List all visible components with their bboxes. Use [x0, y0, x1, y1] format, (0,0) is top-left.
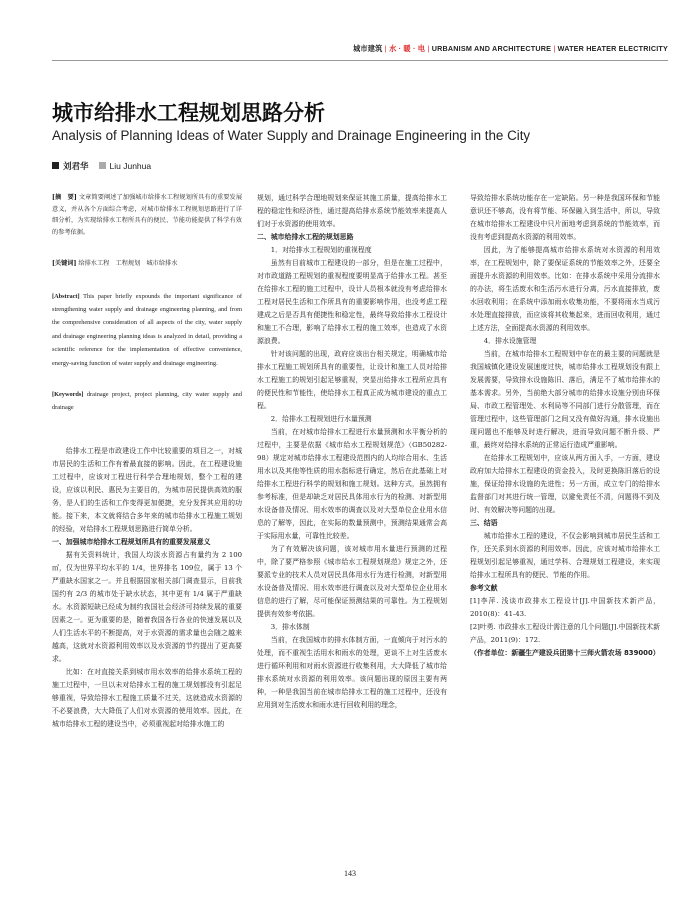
body-paragraph: 当前，在对城市给排水工程进行水量预测和水平衡分析的过程中，主要是依据《城市给水工程规划规范》（GB50282-98）规定对城市给排水工程建设范围内的人均综合用水、生活用水以及其他等性质的用水指标进行确定，然后在此基础上对给排水工程进行科学的规划和施工规划。这种方式，虽然拥有参考标准，但是却缺乏对居民具体用水行为的检测、对新型用水设备普及情况、用水效率的调查以及对大型单位企业用水信息的了解等，因此，在实际的数量预测中，预测结果通常会高于实际用水量，可靠性比较差。: [257, 428, 447, 540]
column-2: [257, 192, 447, 712]
reference-item: [1]李萍. 浅谈市政排水工程设计[J].中国新技术新产品，2010(8)：41-43.: [470, 597, 660, 618]
author-affiliation: （作者单位：新疆生产建设兵团第十三师火箭农场 839000）: [470, 649, 660, 657]
running-header: [353, 44, 668, 54]
body-paragraph: 虽然有目前城市工程建设的一部分，但是在施工过程中，对市政道路工程规划的重视程度要明显高于给排水工程。甚至在给排水工程的施工过程中，设计人员根本就没有考虑给排水工程对居民生活和工作所具有的重要影响作用，也没考虑工程建成之后是否具有便捷性和稳定性，最终导致给排水工程设计和施工不合理，影响了给排水工程的施工效率，也造成了水资源浪费。: [257, 259, 447, 345]
title-en: Analysis of Planning Ideas of Water Supply and Drainage Engineering in the City: [52, 128, 531, 143]
header-separator-3: |: [553, 44, 556, 53]
abstract-en-label: [Abstract]: [52, 292, 80, 300]
column-1: [52, 192, 242, 731]
body-paragraph: 当前，在我国城市的排水体制方面，一直倾向于对污水的处理，而不重视生活用水和雨水的处理，更谈不上对生活废水进行循环利用和对雨水资源进行收集利用，大大降低了城市给排水系统对水资源的利用效率。该问题出现的原因主要有两种，一种是我国当前在城市给排水工程的施工过程中，还没有应用到对生活废水和雨水进行回收利用的理念，: [257, 636, 447, 709]
header-separator: |: [384, 44, 387, 53]
title-cn: 城市给排水工程规划思路分析: [52, 101, 325, 125]
body-paragraph: 规划，通过科学合理地规划来保证其施工质量，提高给排水工程的稳定性和经济性，通过提高给排水系统节能效率来提高人们对于水资源的使用效率。: [257, 194, 447, 228]
reference-item: [2]叶勇. 市政排水工程设计需注意的几个问题[J].中国新技术新产品，2011(9)：172.: [470, 623, 660, 644]
subsection-heading: 4．排水设施管理: [483, 337, 537, 345]
keywords-cn-label: [关键词]: [52, 260, 77, 267]
subsection-heading: 3．排水体制: [270, 623, 310, 631]
column-3: [470, 192, 660, 660]
body-paragraph: 针对该问题的出现，政府应该出台相关规定，明确城市给排水工程施工规划所具有的重要性，让设计和施工人员对给排水工程施工的规划引起足够重视，突显出给排水工程所应具有的便民性和节能性，使给排水工程真正成为城市建设的重点工程。: [257, 350, 447, 410]
authors: [52, 160, 151, 172]
body-paragraph: 据有关资料统计，我国人均淡水资源占有量约为 2 100㎥，仅为世界平均水平的 1/4，世界排名 109位，属于 13 个严重缺水国家之一。并且根据国家相关部门调查显示，目前我国约有 2/3 的城市处于缺水状态，其中更有 1/4 属于严重缺水。水资源短缺已经成为制约我国社会经济可持续发展的重要因素之一。更为重要的是，随着我国各行各业的快速发展以及人们生活水平的不断提高，对于水资源的需求量也会随之越来越高，这就对水资源利用效率以及水资源的节约提出了更高要求。: [52, 550, 242, 663]
subsection-heading: 2．给排水工程规划进行水量预测: [270, 415, 372, 423]
section-heading: 三、结语: [470, 519, 498, 527]
abstract-cn-label: [摘 要]: [52, 194, 77, 201]
abstract-en: [52, 290, 242, 370]
section-heading: 二、城市给排水工程的规划思路: [257, 233, 354, 241]
subsection-heading: 1．对给排水工程规划的重视程度: [270, 246, 372, 254]
references-heading: 参考文献: [470, 584, 498, 592]
body-paragraph: 当前，在城市给排水工程规划中存在的最主要的问题就是我国城镇化建设发展速度过快，城市给排水工程规划没有跟上发展需要，导致排水设施陈旧、落后，满足不了城市给排水的基本需求。另外，当前绝大部分城市的给排水设施分别由环保局、市政工程管理处、水利局等不同部门进行分散管理，而在管理过程中，这些管理部门之间又没有做好沟通，排水设施出现问题也不能够及时进行解决，进而导致问题不断升级、严重，最终对给排水系统的正常运行造成严重影响。: [470, 350, 660, 449]
author-en-block: [99, 161, 152, 172]
header-sub-en: URBANISM AND ARCHITECTURE: [431, 44, 552, 53]
header-section-cn: 城市建筑: [353, 44, 383, 53]
abstract-cn-text: 文章简要阐述了加强城市给排水工程规划所具有的重要发展意义，并从各个方面综合考虑，对城市给排水工程规划思路进行了详细分析，为实现给排水工程所具有的便民、节能功能提供了科学有效的参考依据。: [52, 194, 243, 236]
header-sub-en2: WATER HEATER ELECTRICITY: [557, 44, 668, 53]
author-cn-block: [52, 160, 89, 172]
body-paragraph: 为了有效解决该问题，该对城市用水量进行预测的过程中，除了要严格参照《城市给水工程规划规范》规定之外，还要派专业的技术人员对居民具体用水行为进行检测，对新型用水设备普及情况、用水效率进行调查以及对大型单位企业用水信息的进行了解，尽可能保证预测结果的可靠性。为工程规划提供有效参考依据。: [257, 545, 447, 618]
author-en: Liu Junhua: [109, 160, 152, 171]
keywords-cn-text: 给排水工程 工程规划 城市给排水: [78, 260, 178, 267]
body-paragraph: 因此，为了能够提高城市给排水系统对水资源的利用效率，在工程规划中，除了要保证系统的节能效率之外，还要全面提升水资源的利用效率。比如：在排水系统中采用分流排水的办法，将生活废水和生活污水进行分离，污水直接排放，废水回收利用；在系统中添加雨水收集功能，不要将雨水当成污水处理直接排放，而应该将其收集起来，进而回收利用，通过上述方法，全面提高水资源的利用效率。: [470, 246, 660, 332]
header-separator-2: |: [427, 44, 430, 53]
abstract-en-text: This paper briefly expounds the important significance of strengthening water supply and drainage engineering planning, and from the comprehensive consideration of all aspects of the city, water supply and drainage engineering planning ideas is analyzed in detail, providing a scientific reference for the implementation of effective convenience, energy-saving function of water supply and drainage engineering.: [52, 292, 242, 367]
body-paragraph: 在给排水工程规划中，应该从两方面入手，一方面，建设政府加大给排水工程建设的资金投入，及时更换陈旧落后的设施，保证给排水设施的先进性；另一方面，成立专门的给排水监督部门对其进行统一管理，以避免责任不清，问题得不到及时、有效解决等问题的出现。: [470, 454, 660, 514]
body-paragraph: 给排水工程是市政建设工作中比较重要的项目之一，对城市居民的生活和工作有着最直接的影响。因此，在工程建设施工过程中，应该对工程进行科学合理地规划，整个工程的建设，应该以利民、惠民为主要目的，为城市居民提供高效的服务，是人们的生活和工作变得更加便捷，充分发挥其应用的功能。接下来，本文就将结合多年来的城市给排水工程施工规划的经验，对给排水工程规划思路进行简单分析。: [52, 446, 242, 533]
page-number: 143: [344, 869, 356, 878]
body-paragraph: 导致给排水系统功能存在一定缺陷。另一种是我国环保和节能意识还不够高，没有将节能、环保融入到生活中，所以，导致在城市给排水工程建设中只片面地考虑到系统的节能效率，而没有考虑到提高水资源的利用效率。: [470, 194, 660, 241]
keywords-cn: [52, 258, 242, 270]
abstract-cn: [52, 192, 242, 238]
bullet-square-gray-icon: [99, 162, 106, 169]
header-sub-cn: 水 · 暖 · 电: [389, 44, 426, 53]
author-cn: 刘君华: [63, 162, 89, 172]
body-paragraph: 比如：在对直接关系到城市用水效率的给排水系统工程的施工过程中，一旦以未对给排水工程的施工规划都没有引起足够重视，导致给排水工程施工质量不过关，这就造成水资源的不必要浪费，大大降低了人们对水资源的使用效率。因此，在城市给排水工程的建设当中，必须重视起对给排水施工的: [52, 667, 242, 728]
header-rule: [52, 60, 668, 61]
keywords-en: [52, 388, 242, 415]
keywords-en-text: drainage project, project planning, city water supply and drainage: [52, 390, 242, 412]
body-paragraph: 城市给排水工程的建设，不仅会影响到城市居民生活和工作，还关系到水资源的利用效率。因此，应该对城市给排水工程规划引起足够重视，通过学科、合理规划工程建设，来实现给排水工程所具有的便民、节能的作用。: [470, 532, 660, 579]
section-heading: 一、加强城市给排水工程规划所具有的重要发展意义: [52, 537, 211, 546]
keywords-en-label: [Keywords]: [52, 390, 84, 398]
bullet-square-icon: [52, 162, 59, 169]
